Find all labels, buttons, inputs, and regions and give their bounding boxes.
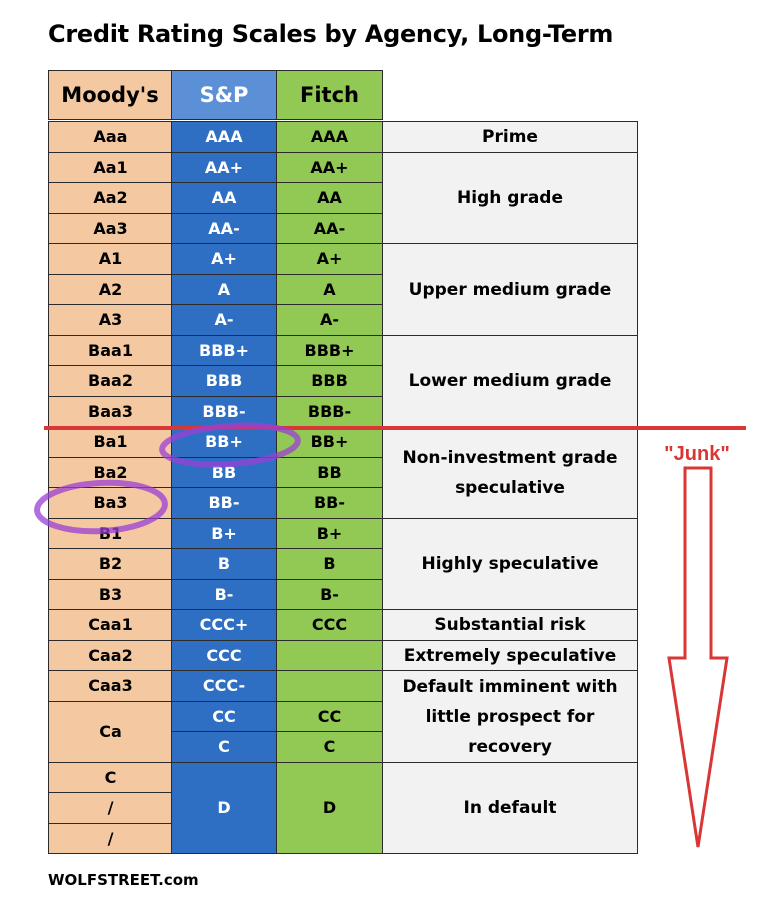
description-line: little prospect for [425, 706, 595, 727]
moodys-rating-cell: / [48, 792, 173, 824]
fitch-rating-cell: A [276, 274, 383, 305]
fitch-rating-cell: BBB [276, 365, 383, 397]
moodys-rating-cell: C [48, 762, 173, 793]
rating-description [382, 670, 638, 763]
fitch-rating-cell: CC [276, 701, 383, 732]
sp-rating-cell: B+ [171, 518, 277, 549]
fitch-rating-cell: A+ [276, 243, 383, 275]
sp-rating-cell: BBB+ [171, 335, 277, 366]
fitch-rating-cell: B+ [276, 518, 383, 549]
fitch-rating-cell: B [276, 548, 383, 580]
rating-description [382, 121, 638, 153]
description-line: Non-investment grade [402, 447, 618, 468]
sp-rating-cell: BB+ [171, 426, 277, 458]
moodys-rating-cell: Aa1 [48, 152, 173, 183]
description-line: Default imminent with [402, 676, 618, 697]
moodys-rating-cell: Caa1 [48, 609, 173, 641]
fitch-rating-cell: BB- [276, 487, 383, 519]
moodys-rating-cell: A3 [48, 304, 173, 336]
sp-rating-cell: B- [171, 579, 277, 610]
moodys-rating-cell: Baa3 [48, 396, 173, 427]
moodys-rating-cell: A1 [48, 243, 173, 275]
sp-rating-cell: BBB- [171, 396, 277, 427]
fitch-rating-cell: D [276, 762, 383, 854]
description-line: Highly speculative [421, 554, 599, 574]
fitch-rating-cell: A- [276, 304, 383, 336]
sp-rating-cell: AAA [171, 121, 277, 153]
rating-description [382, 335, 638, 427]
sp-rating-cell: C [171, 731, 277, 763]
moodys-rating-cell: Baa1 [48, 335, 173, 366]
fitch-rating-cell: BBB+ [276, 335, 383, 366]
moodys-rating-cell: Ba3 [48, 487, 173, 519]
rating-description [382, 609, 638, 641]
description-line: Upper medium grade [408, 279, 612, 300]
fitch-rating-cell: AA [276, 182, 383, 214]
fitch-rating-cell: AA+ [276, 152, 383, 183]
fitch-rating-cell: B- [276, 579, 383, 610]
header-sp: S&P [171, 70, 277, 120]
moodys-rating-cell: Aa3 [48, 213, 173, 244]
moodys-rating-cell: Baa2 [48, 365, 173, 397]
sp-rating-cell: A- [171, 304, 277, 336]
source-credit: WOLFSTREET.com [48, 871, 199, 889]
description-line: Prime [482, 127, 538, 147]
header-fitch: Fitch [276, 70, 383, 120]
fitch-rating-cell: BB [276, 457, 383, 488]
rating-description [382, 640, 638, 671]
moodys-rating-cell: B1 [48, 518, 173, 549]
junk-label: "Junk" [664, 443, 730, 465]
description-line: High grade [457, 188, 563, 208]
fitch-rating-cell: AAA [276, 121, 383, 153]
description-line: speculative [455, 477, 565, 498]
moodys-rating-cell: / [48, 823, 173, 854]
moodys-rating-cell: Caa3 [48, 670, 173, 702]
junk-down-arrow-icon [669, 468, 727, 847]
sp-rating-cell: AA- [171, 213, 277, 244]
description-line: recovery [468, 736, 552, 757]
description-line: Extremely speculative [403, 645, 617, 666]
fitch-rating-cell: AA- [276, 213, 383, 244]
rating-description [382, 152, 638, 244]
fitch-rating-cell [276, 670, 383, 702]
moodys-rating-cell: Caa2 [48, 640, 173, 671]
sp-rating-cell: BBB [171, 365, 277, 397]
sp-rating-cell: CCC- [171, 670, 277, 702]
moodys-rating-cell: Ba2 [48, 457, 173, 488]
moodys-rating-cell: B2 [48, 548, 173, 580]
sp-rating-cell: CCC [171, 640, 277, 671]
moodys-rating-cell: Ca [48, 701, 173, 763]
sp-rating-cell: B [171, 548, 277, 580]
fitch-rating-cell: C [276, 731, 383, 763]
header-moodys: Moody's [48, 70, 172, 120]
description-line: In default [463, 798, 557, 818]
fitch-rating-cell: BB+ [276, 426, 383, 458]
sp-rating-cell: CCC+ [171, 609, 277, 641]
moodys-rating-cell: Ba1 [48, 426, 173, 458]
sp-rating-cell: CC [171, 701, 277, 732]
sp-rating-cell: A+ [171, 243, 277, 275]
sp-rating-cell: BB [171, 457, 277, 488]
rating-description [382, 243, 638, 336]
description-line: Substantial risk [434, 615, 586, 635]
rating-description [382, 426, 638, 519]
sp-rating-cell: AA [171, 182, 277, 214]
sp-rating-cell: AA+ [171, 152, 277, 183]
moodys-rating-cell: Aa2 [48, 182, 173, 214]
fitch-rating-cell: BBB- [276, 396, 383, 427]
page-title: Credit Rating Scales by Agency, Long-Term [48, 20, 614, 48]
rating-description [382, 762, 638, 854]
sp-rating-cell: A [171, 274, 277, 305]
sp-rating-cell: D [171, 762, 277, 854]
rating-description [382, 518, 638, 610]
description-line: Lower medium grade [408, 371, 612, 391]
fitch-rating-cell: CCC [276, 609, 383, 641]
moodys-rating-cell: A2 [48, 274, 173, 305]
moodys-rating-cell: Aaa [48, 121, 173, 153]
sp-rating-cell: BB- [171, 487, 277, 519]
moodys-rating-cell: B3 [48, 579, 173, 610]
fitch-rating-cell [276, 640, 383, 671]
